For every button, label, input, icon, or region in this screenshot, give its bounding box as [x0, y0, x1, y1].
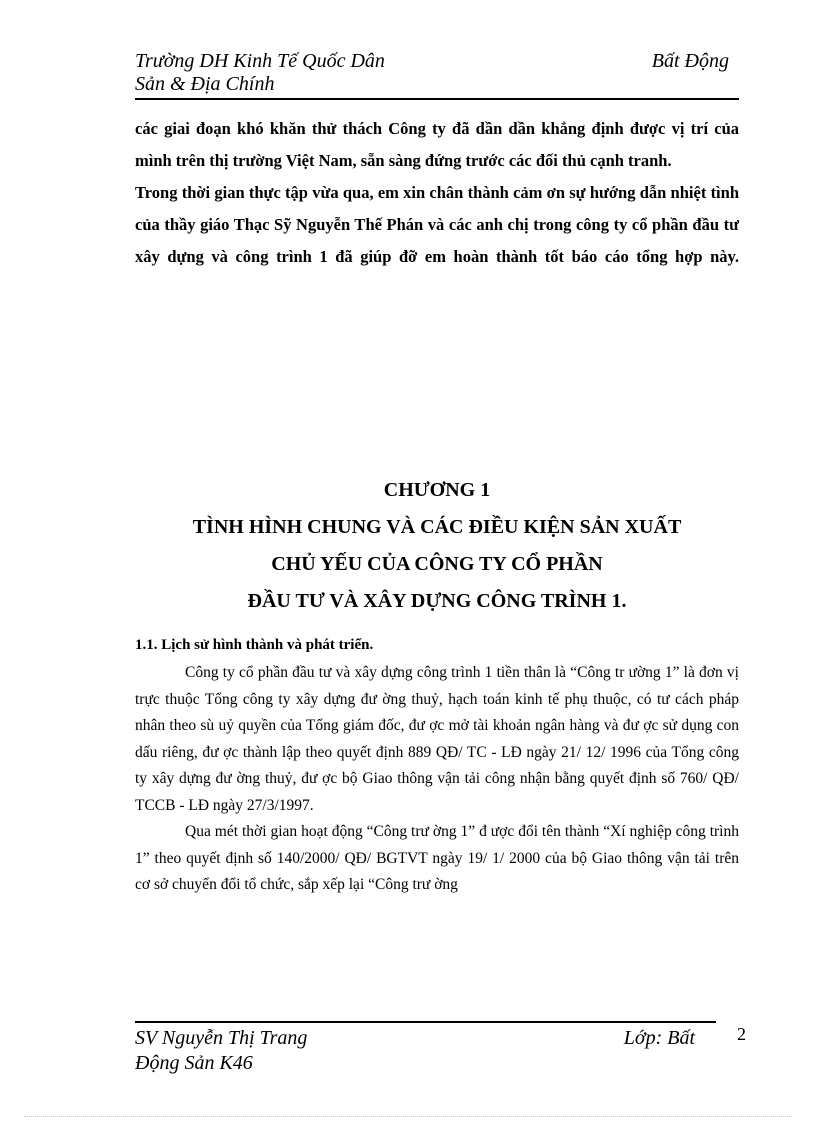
page-edge-divider [24, 1116, 792, 1117]
body-paragraph-2: Qua mét thời gian hoạt động “Công trư ờng 1” đ ược đổi tên thành “Xí nghiệp công trình 1” theo quyết định số 140/2000/ QĐ/ BGTVT ngày 19/ 1/ 2000 của bộ Giao thông vận tải trên cơ sở chuyển đổi tổ chức, sắp xếp lại “Công trư ờng [135, 823, 739, 893]
footer-class: Lớp: Bất [623, 1027, 695, 1049]
header-row [135, 50, 739, 73]
header-university: Trường DH Kinh Tế Quốc Dân [135, 50, 385, 72]
body-paragraph-1: Công ty cổ phần đầu tư và xây dựng công trình 1 tiền thân là “Công tr ường 1” là đơn vị trực thuộc Tổng công ty xây dựng đư ờng thuỷ, hạch toán kinh tế phụ thuộc, có tư cách pháp nhân theo sù uỷ quyền của Tổng giám đốc, đư ợc mở tài khoản ngân hàng và đư ợc sử dụng con dấu riêng, đư ợc thành lập theo quyết định 889 QĐ/ TC - LĐ ngày 21/ 12/ 1996 của Tổng công ty xây dựng đư ờng thuỷ, đư ợc bộ Giao thông vận tải công nhận bằng quyết định số 760/ QĐ/ TCCB - LĐ ngày 27/3/1997. [135, 664, 739, 814]
chapter-number: CHƯƠNG 1 [383, 479, 491, 501]
footer-student: SV Nguyễn Thị Trang [135, 1027, 308, 1049]
chapter-title-line-1: TÌNH HÌNH CHUNG VÀ CÁC ĐIỀU KIỆN SẢN XUẤT [192, 516, 682, 538]
header-department-continued: Sản & Địa Chính [135, 73, 275, 95]
page-number: 2 [737, 1024, 746, 1044]
section-body [135, 660, 739, 899]
section-heading: 1.1. Lịch sử hình thành và phát triển. [135, 637, 374, 653]
intro-paragraph-1: các giai đoạn khó khăn thử thách Công ty đã dần dần khẳng định được vị trí của mình trên thị trường Việt Nam, sẵn sàng đứng trước các đối thủ cạnh tranh. [135, 119, 739, 170]
footer-row [135, 1026, 695, 1051]
intro-block [135, 113, 739, 273]
chapter-title-line-2: CHỦ YẾU CỦA CÔNG TY CỔ PHẦN [271, 553, 603, 575]
chapter-heading [110, 472, 764, 620]
chapter-title-line-3: ĐẦU TƯ VÀ XÂY DỰNG CÔNG TRÌNH 1. [247, 590, 627, 612]
footer-class-continued: Động Sản K46 [135, 1052, 253, 1074]
footer-divider [135, 1021, 716, 1023]
page-header [135, 50, 739, 100]
header-department: Bất Động [651, 50, 729, 72]
intro-paragraph-2: Trong thời gian thực tập vừa qua, em xin chân thành cảm ơn sự hướng dẫn nhiệt tình của thầy giáo Thạc Sỹ Nguyễn Thế Phán và các anh chị trong công ty cổ phần đầu tư xây dựng và công trình 1 đã giúp đỡ em hoàn thành tốt báo cáo tổng hợp này. [135, 183, 739, 266]
page-footer [135, 1026, 695, 1076]
